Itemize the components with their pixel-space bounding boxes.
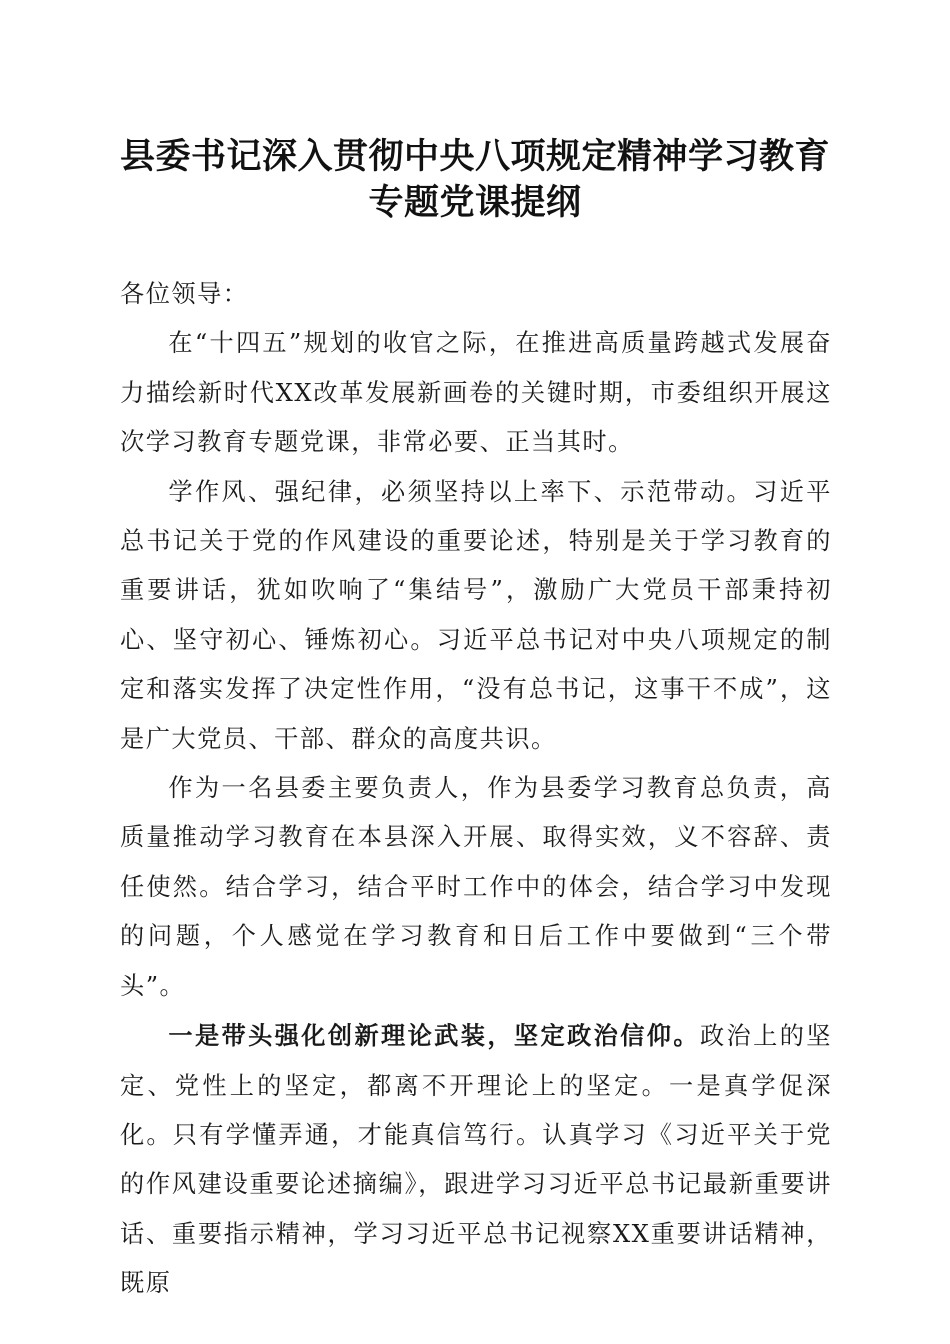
- document-title: [100, 134, 850, 226]
- title-line-1: 县委书记深入贯彻中央八项规定精神学习教育: [119, 136, 830, 177]
- title-line-2: 专题党课提纲: [368, 182, 582, 223]
- paragraph-section-1: [120, 1011, 832, 1308]
- paragraph-3: 作为一名县委主要负责人，作为县委学习教育总负责，高质量推动学习教育在本县深入开展、取得实效，义不容辞、责任使然。结合学习，结合平时工作中的体会，结合学习中发现的问题，个人感觉在学习教育和日后工作中要做到“三个带头”。: [120, 774, 832, 1000]
- salutation: 各位领导：: [120, 280, 249, 308]
- document-body: [120, 270, 832, 1309]
- section-1-text: 政治上的坚定、党性上的坚定，都离不开理论上的坚定。一是真学促深化。只有学懂弄通，才能真信笃行。认真学习《习近平关于党的作风建设重要论述摘编》，跟进学习习近平总书记最新重要讲话、重要指示精神，学习习近平总书记视察XX重要讲话精神，既原: [120, 1022, 832, 1298]
- paragraph-2: 学作风、强纪律，必须坚持以上率下、示范带动。习近平总书记关于党的作风建设的重要论述，特别是关于学习教育的重要讲话，犹如吹响了“集结号”，激励广大党员干部秉持初心、坚守初心、锤炼初心。习近平总书记对中央八项规定的制定和落实发挥了决定性作用，“没有总书记，这事干不成”，这是广大党员、干部、群众的高度共识。: [120, 477, 832, 753]
- paragraph-1: 在“十四五”规划的收官之际，在推进高质量跨越式发展奋力描绘新时代XX改革发展新画卷的关键时期，市委组织开展这次学习教育专题党课，非常必要、正当其时。: [120, 329, 832, 457]
- section-1-lead: 一是带头强化创新理论武装，坚定政治信仰。: [168, 1021, 700, 1051]
